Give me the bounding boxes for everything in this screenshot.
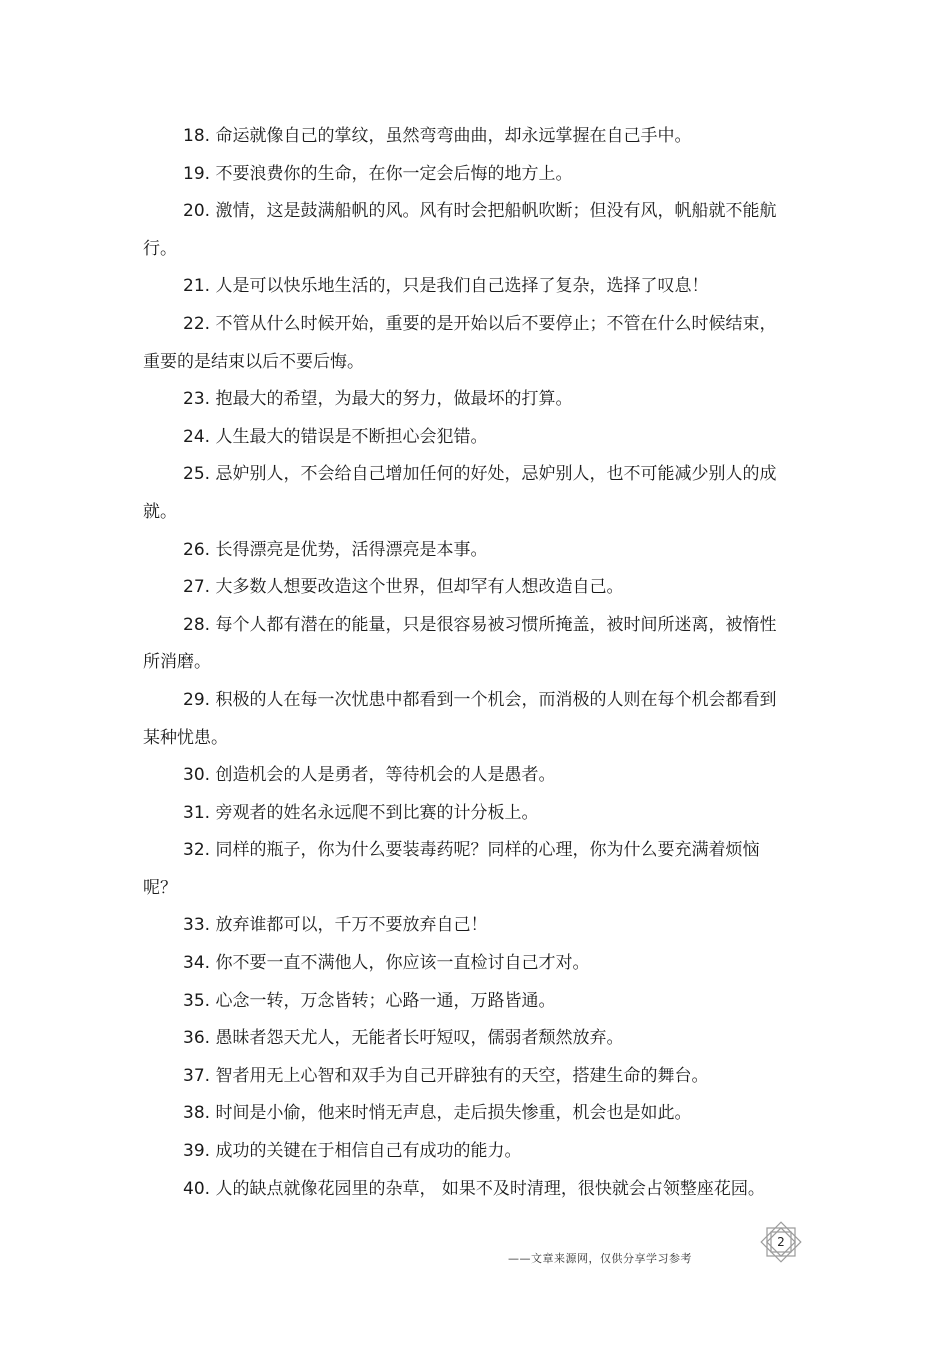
- list-item: 21. 人是可以快乐地生活的，只是我们自己选择了复杂，选择了叹息！: [183, 276, 709, 297]
- list-item: 27. 大多数人想要改造这个世界，但却罕有人想改造自己。: [183, 577, 624, 598]
- list-item: 22. 不管从什么时候开始，重要的是开始以后不要停止；不管在什么时候结束，重要的是结束以后不要后悔。: [143, 313, 777, 372]
- list-item: 34. 你不要一直不满他人，你应该一直检讨自己才对。: [183, 953, 590, 974]
- list-item: 28. 每个人都有潜在的能量，只是很容易被习惯所掩盖，被时间所迷离，被惰性所消磨。: [143, 614, 777, 673]
- list-item: 25. 忌妒别人，不会给自己增加任何的好处，忌妒别人，也不可能减少别人的成就。: [143, 464, 777, 522]
- list-item: 37. 智者用无上心智和双手为自己开辟独有的天空，搭建生命的舞台。: [183, 1065, 709, 1086]
- list-item: 20. 激情，这是鼓满船帆的风。风有时会把船帆吹断；但没有风，帆船就不能航行。: [143, 201, 777, 259]
- list-item: 29. 积极的人在每一次忧患中都看到一个机会，而消极的人则在每个机会都看到某种忧患。: [143, 689, 777, 748]
- footer-credit: ——文章来源网，仅供分享学习参考: [508, 1252, 692, 1265]
- list-item: 19. 不要浪费你的生命，在你一定会后悔的地方上。: [183, 163, 573, 184]
- page-number: 2: [777, 1235, 785, 1249]
- list-item: 35. 心念一转，万念皆转；心路一通，万路皆通。: [183, 990, 556, 1011]
- list-item: 30. 创造机会的人是勇者，等待机会的人是愚者。: [183, 765, 556, 786]
- list-item: 18. 命运就像自己的掌纹，虽然弯弯曲曲，却永远掌握在自己手中。: [183, 126, 692, 146]
- list-item: 39. 成功的关键在于相信自己有成功的能力。: [183, 1141, 522, 1162]
- list-item: 24. 人生最大的错误是不断担心会犯错。: [183, 426, 488, 447]
- list-item: 32. 同样的瓶子，你为什么要装毒药呢？同样的心理，你为什么要充满着烦恼呢？: [143, 840, 760, 898]
- list-item: 40. 人的缺点就像花园里的杂草， 如果不及时清理，很快就会占领整座花园。: [183, 1178, 765, 1199]
- document-body: [143, 118, 793, 1208]
- list-item: 23. 抱最大的希望，为最大的努力，做最坏的打算。: [183, 389, 573, 410]
- list-item: 33. 放弃谁都可以，千万不要放弃自己！: [183, 915, 488, 936]
- list-item: 26. 长得漂亮是优势，活得漂亮是本事。: [183, 539, 488, 560]
- list-item: 36. 愚昧者怨天尤人，无能者长吁短叹，儒弱者颓然放弃。: [183, 1028, 624, 1049]
- list-item: 38. 时间是小偷，他来时悄无声息，走后损失惨重，机会也是如此。: [183, 1103, 692, 1124]
- list-item: 31. 旁观者的姓名永远爬不到比赛的计分板上。: [183, 802, 539, 823]
